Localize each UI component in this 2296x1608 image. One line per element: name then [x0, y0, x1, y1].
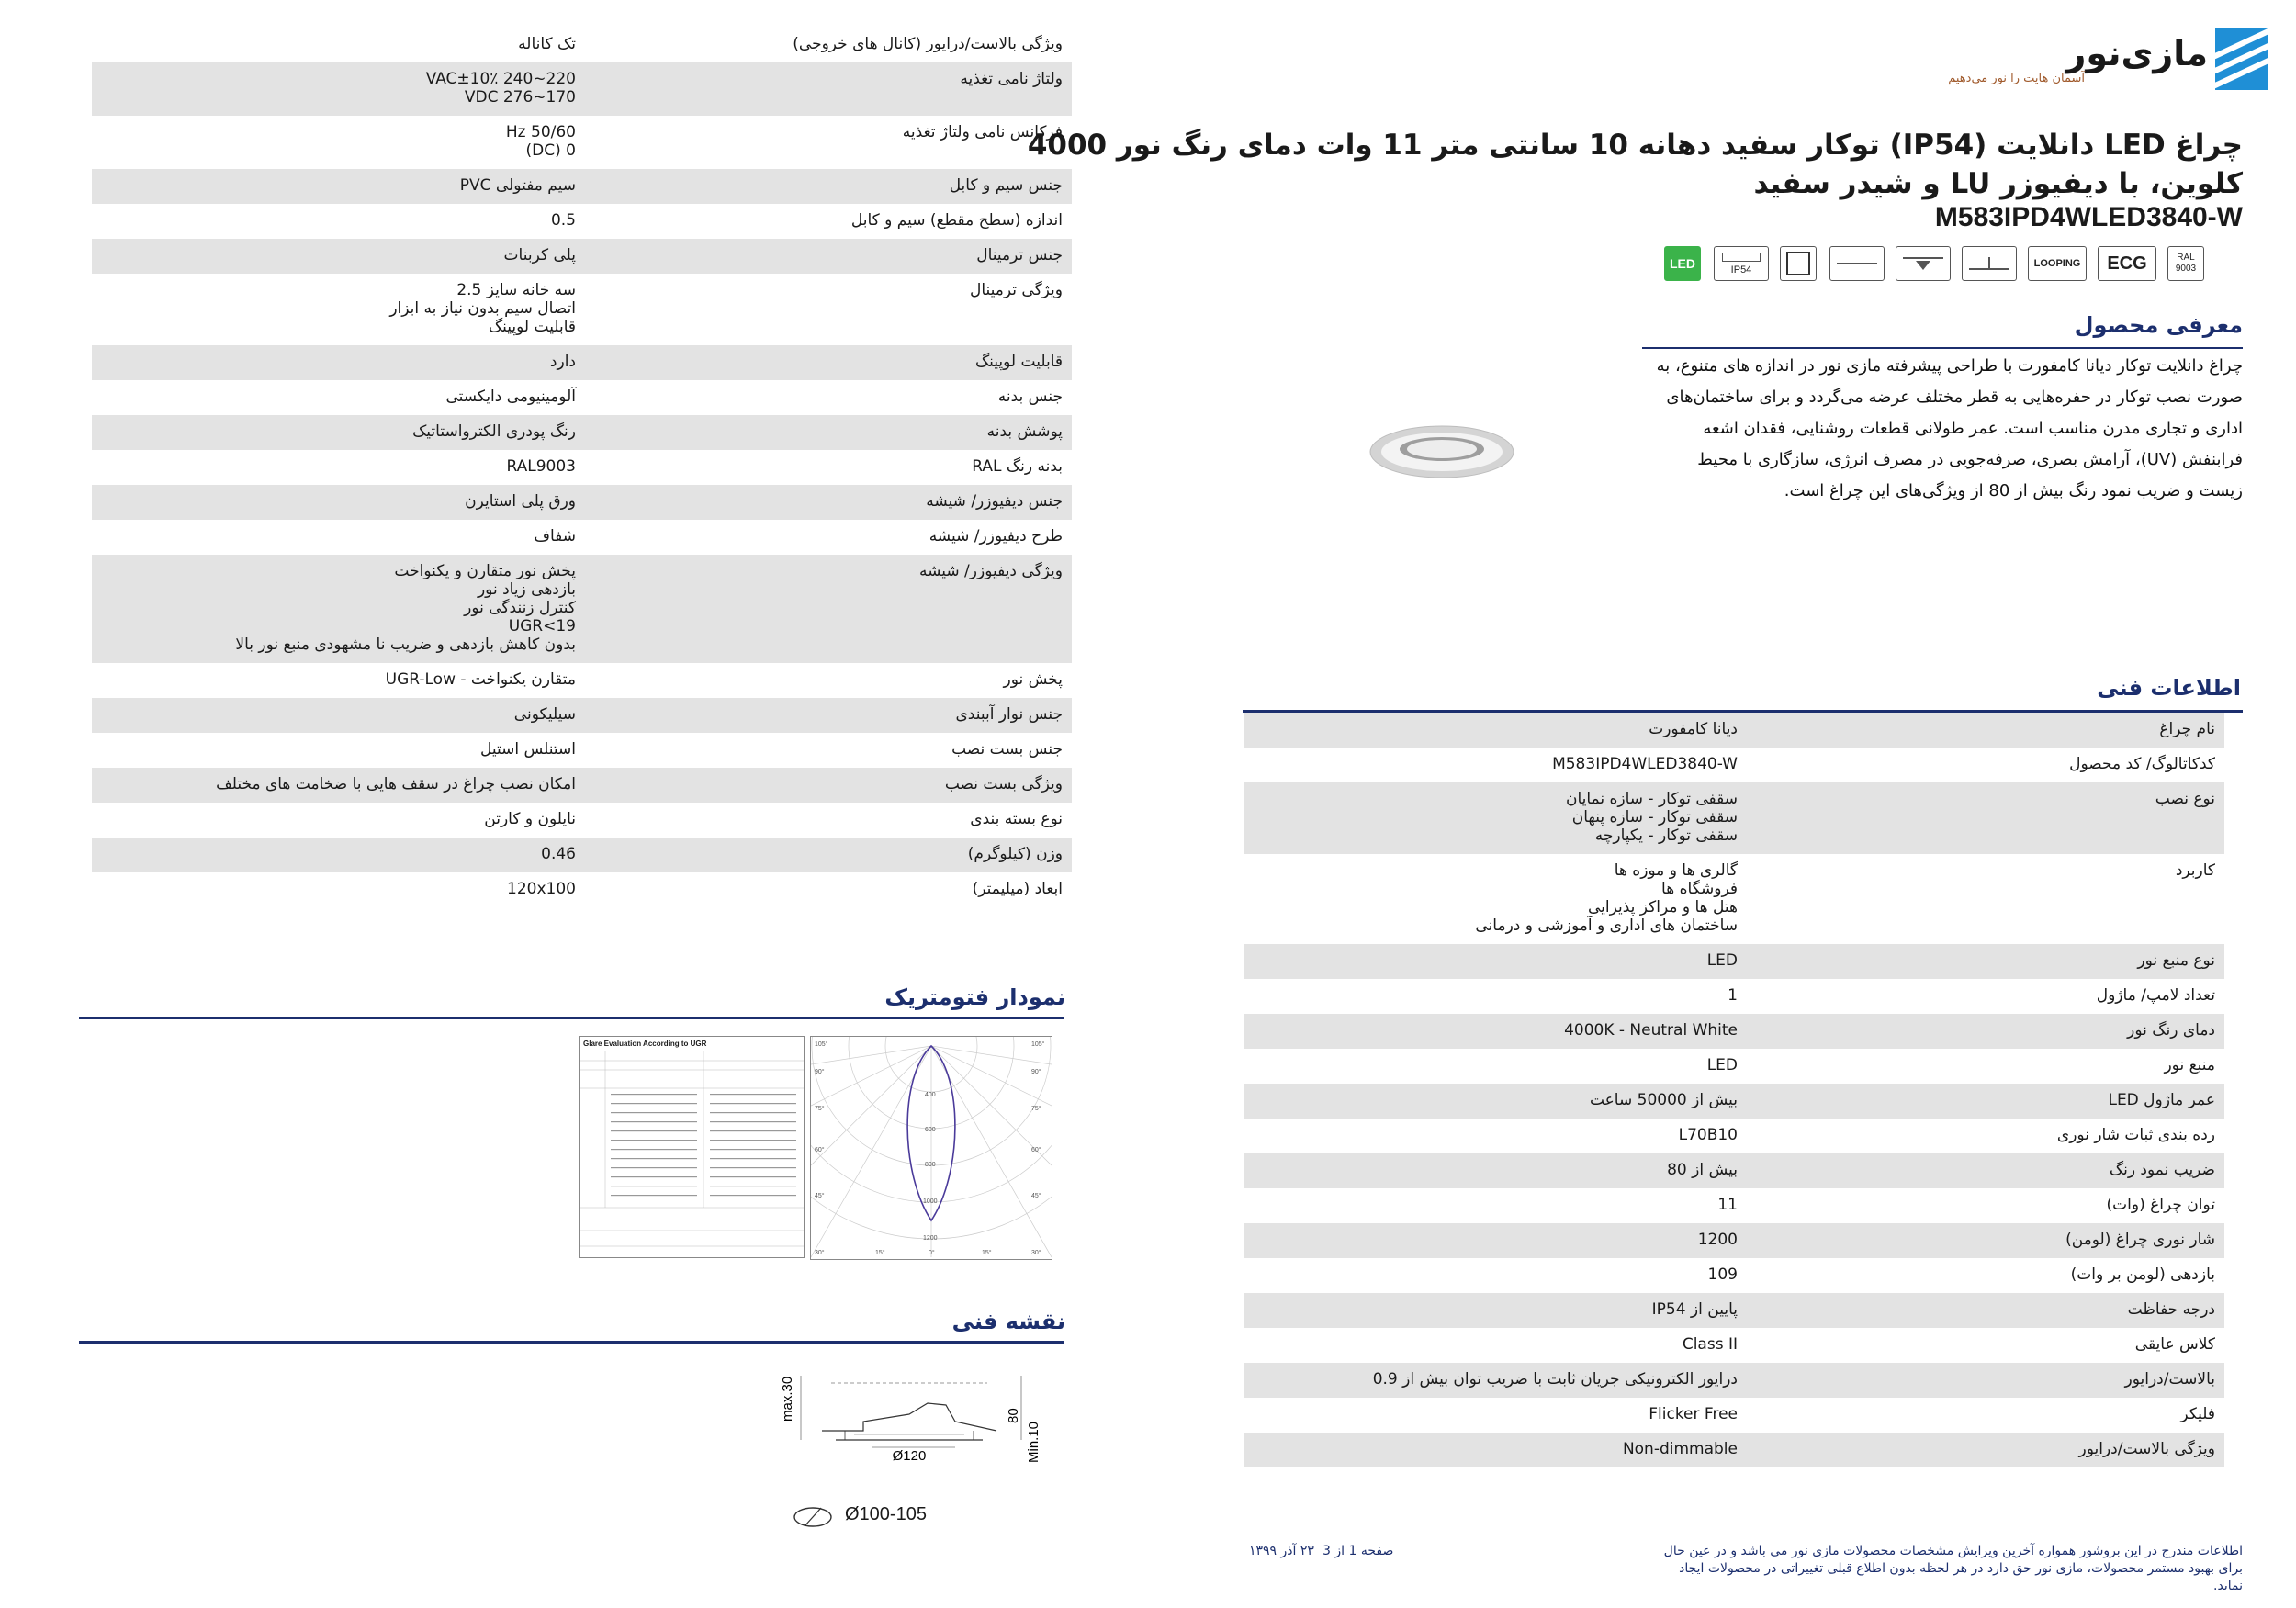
product-title-line1: چراغ LED دانلایت (IP54) توکار سفید دهانه 10 سانتی متر 11 وات دمای رنگ نور 4000: [1027, 129, 2243, 162]
spec-label: ویژگی بالاست/درایور (کانال های خروجی): [793, 35, 1063, 53]
spec-value: 1: [1728, 986, 1738, 1005]
drawing-heading: نقشه فنی: [951, 1309, 1065, 1334]
spec-row: [92, 62, 1072, 116]
spec-value: پایین از IP54: [1651, 1300, 1738, 1319]
recessed-mount-icon: [1829, 246, 1885, 281]
spec-row: [92, 733, 1072, 768]
spec-row: [1244, 782, 2224, 854]
spec-label: رده بندی ثبات شار نوری: [2056, 1126, 2215, 1144]
dim-width: Ø120: [892, 1448, 927, 1464]
polar-label-r45: 45°: [1031, 1193, 1041, 1199]
intro-rule: [1642, 347, 2243, 349]
spec-label: ویژگی بست نصب: [944, 775, 1063, 793]
spec-label: جنس بست نصب: [951, 740, 1063, 759]
polar-label-r60: 60°: [1031, 1147, 1041, 1153]
spec-row: [92, 415, 1072, 450]
polar-label-r105: 105°: [1031, 1041, 1045, 1048]
spec-label: جنس نوار آببندی: [955, 705, 1063, 724]
spec-label: درجه حفاظت: [2127, 1300, 2215, 1319]
polar-label-l45: 45°: [815, 1193, 825, 1199]
logo-brand-text: مازی‌نور: [2065, 33, 2208, 73]
spec-row: [92, 803, 1072, 838]
technical-drawing: [781, 1357, 1056, 1477]
spec-value: L70B10: [1678, 1126, 1738, 1144]
spec-label: منبع نور: [2164, 1056, 2215, 1074]
spec-label: طرح دیفیوزر/ شیشه: [929, 527, 1063, 545]
polar-label-b0: 0°: [929, 1250, 935, 1256]
spec-row: [92, 239, 1072, 274]
ral-badge-text: RAL 9003: [2175, 253, 2197, 274]
spec-label: عمر ماژول LED: [2108, 1091, 2215, 1109]
spec-value: 0.5: [550, 211, 576, 230]
spec-row: [1244, 1223, 2224, 1258]
footer-page: صفحه 1 از 3: [1322, 1544, 1394, 1558]
spec-label: ضریب نمود رنگ: [2109, 1161, 2215, 1179]
spec-value: رنگ پودری الکترواستاتیک: [412, 422, 576, 441]
led-badge: [1664, 246, 1701, 281]
spec-value: شفاف: [534, 527, 576, 545]
spec-label: کلاس عایقی: [2134, 1335, 2215, 1354]
spec-value: سقفی توکار - سازه نمایان سقفی توکار - سازه پنهان سقفی توکار - یکپارچه: [1565, 790, 1738, 845]
spec-value: 1200: [1697, 1231, 1738, 1249]
spec-value: Class II: [1682, 1335, 1738, 1354]
ecg-badge: [2098, 246, 2156, 281]
spec-row: [92, 169, 1072, 204]
spec-row: [92, 698, 1072, 733]
downlight-icon: [1896, 246, 1951, 281]
drawing-rule: [79, 1341, 1064, 1344]
spec-label: نام چراغ: [2159, 720, 2215, 738]
polar-ring-1200: 1200: [923, 1235, 938, 1242]
spec-label: دمای رنگ نور: [2127, 1021, 2215, 1040]
spec-row: [92, 768, 1072, 803]
spec-row: [92, 28, 1072, 62]
logo-tagline: آسمان هایت را نور می‌دهیم: [1948, 72, 2085, 85]
spec-row: [92, 204, 1072, 239]
looping-badge: [2028, 246, 2087, 281]
logo-mark-icon: [2215, 28, 2268, 90]
spec-row: [1244, 1119, 2224, 1153]
spec-label: بازدهی (لومن بر وات): [2070, 1265, 2215, 1284]
spec-value: Flicker Free: [1649, 1405, 1738, 1423]
photometric-rule: [79, 1017, 1064, 1019]
spec-row: [1244, 1084, 2224, 1119]
photometric-heading: نمودار فتومتریک: [884, 984, 1065, 1010]
spec-row: [92, 380, 1072, 415]
spec-label: فلیکر: [2180, 1405, 2215, 1423]
polar-label-r30: 30°: [1031, 1250, 1041, 1256]
spec-label: تعداد لامپ/ ماژول: [2096, 986, 2215, 1005]
spec-row: [92, 345, 1072, 380]
spec-row: [92, 663, 1072, 698]
dim-depth: 80: [1006, 1408, 1021, 1423]
spec-value: بیش از 80: [1667, 1161, 1738, 1179]
tech-table: [1244, 713, 2224, 1467]
polar-ring-400: 400: [925, 1092, 936, 1098]
spec-value: دارد: [549, 353, 576, 371]
spec-value: متقارن یکنواخت - UGR-Low: [385, 670, 576, 689]
looping-badge-text: LOOPING: [2033, 258, 2081, 269]
spec-row: [1244, 713, 2224, 748]
spec-value: درایور الکترونیکی جریان ثابت با ضریب توان بیش از 0.9: [1372, 1370, 1738, 1389]
brand-logo: [1948, 28, 2268, 96]
spec-row: [92, 274, 1072, 345]
spec-value: 109: [1707, 1265, 1738, 1284]
spec-row: [1244, 1328, 2224, 1363]
spec-row: [1244, 979, 2224, 1014]
polar-label-b15l: 15°: [875, 1250, 885, 1256]
spec-label: فرکانس نامی ولتاژ تغذیه: [902, 123, 1063, 141]
spec-label: بالاست/درایور: [2124, 1370, 2215, 1389]
spec-label: شار نوری چراغ (لومن): [2065, 1231, 2215, 1249]
spec-row: [92, 520, 1072, 555]
spec-value: سیم مفتولی PVC: [459, 176, 576, 195]
spec-value: 120x100: [507, 880, 576, 898]
ugr-table: [579, 1036, 805, 1258]
spec-value: 0.46: [541, 845, 576, 863]
spec-value: 50/60 Hz 0 (DC): [505, 123, 576, 160]
spec-row: [1244, 1049, 2224, 1084]
spec-value: بیش از 50000 ساعت: [1589, 1091, 1738, 1109]
spec-label: جنس دیفیوزر/ شیشه: [926, 492, 1063, 511]
spec-row: [1244, 854, 2224, 944]
spec-row: [1244, 1014, 2224, 1049]
polar-ring-1000: 1000: [923, 1198, 938, 1205]
spec-row: [1244, 1433, 2224, 1467]
specs-table: [92, 28, 1072, 907]
spec-value: دیانا کامفورت: [1649, 720, 1738, 738]
ip54-badge-text: IP54: [1730, 264, 1752, 275]
spec-value: پلی کربنات: [503, 246, 576, 264]
polar-ring-600: 600: [925, 1127, 936, 1133]
spec-value: استنلس استیل: [479, 740, 576, 759]
ceiling-mount-icon: [1962, 246, 2017, 281]
polar-label-l60: 60°: [815, 1147, 825, 1153]
spec-row: [1244, 944, 2224, 979]
product-code: M583IPD4WLED3840-W: [1934, 202, 2243, 232]
spec-row: [92, 485, 1072, 520]
dim-min: Min.10: [1026, 1421, 1041, 1463]
ip54-badge: [1714, 246, 1769, 281]
cutout-icon: [792, 1504, 834, 1530]
spec-value: 220~240 VAC±10٪ 170~276 VDC: [425, 70, 576, 107]
spec-value: نایلون و کارتن: [484, 810, 576, 828]
spec-label: جنس سیم و کابل: [949, 176, 1063, 195]
intro-text: چراغ دانلایت توکار دیانا کامفورت با طراحی پیشرفته مازی نور در اندازه های متنوع، به صورت نصب توکار در حفره‌هایی به قطر مختلف عرضه می‌گردد و برای ساختمان‌های اداری و تجاری مدرن مناسب است. عمر طولانی قطعات روشنایی، فقدان اشعه فرابنفش (UV)، آرامش بصری، صرفه‌جویی در مصرف انرژی، سازگاری با محیط زیست و ضریب نمود رنگ بیش از 80 از ویژگی‌های این چراغ است.: [1656, 356, 2243, 500]
product-photo: [1368, 424, 1515, 479]
spec-row: [1244, 1153, 2224, 1188]
spec-row: [1244, 1363, 2224, 1398]
spec-row: [92, 116, 1072, 169]
polar-label-l75: 75°: [815, 1106, 825, 1112]
spec-row: [92, 450, 1072, 485]
spec-value: تک کاناله: [518, 35, 576, 53]
spec-value: گالری ها و موزه ها فروشگاه ها هتل ها و مراکز پذیرایی ساختمان های اداری و آموزشی و درمانی: [1475, 861, 1738, 935]
spec-row: [1244, 1398, 2224, 1433]
tech-heading: اطلاعات فنی: [2097, 675, 2241, 701]
spec-label: کدکاتالوگ/ کد محصول: [2069, 755, 2215, 773]
spec-row: [1244, 1188, 2224, 1223]
spec-value: LED: [1706, 951, 1738, 970]
spec-label: ویژگی ترمینال: [970, 281, 1063, 299]
spec-label: بدنه رنگ RAL: [972, 457, 1063, 476]
polar-label-l105: 105°: [815, 1041, 828, 1048]
spec-label: پوشش بدنه: [986, 422, 1063, 441]
spec-label: ولتاژ نامی تغذیه: [960, 70, 1063, 88]
spec-label: نوع منبع نور: [2137, 951, 2215, 970]
footer-note: اطلاعات مندرج در این بروشور همواره آخرین ویرایش مشخصات محصولات مازی نور می باشد و در عین حال برای بهبود مستمر محصولات، مازی نور حق دارد در هر لحظه بدون اطلاع قبلی تغییراتی در محصولات ایجاد نماید.: [1663, 1544, 2243, 1593]
polar-label-l30: 30°: [815, 1250, 825, 1256]
spec-value: سه خانه سایز 2.5 اتصال سیم بدون نیاز به ابزار قابلیت لوپینگ: [389, 281, 576, 336]
spec-value: امکان نصب چراغ در سقف هایی با ضخامت های مختلف: [216, 775, 576, 793]
intro-heading: معرفی محصول: [2074, 312, 2243, 338]
spec-value: 4000K - Neutral White: [1564, 1021, 1738, 1040]
led-badge-text: LED: [1670, 256, 1695, 271]
polar-label-b15r: 15°: [982, 1250, 992, 1256]
spec-label: جنس ترمینال: [976, 246, 1063, 264]
cutout-size: Ø100-105: [845, 1504, 927, 1524]
polar-label-l90: 90°: [815, 1069, 825, 1075]
ugr-grid: [580, 1051, 804, 1257]
spec-label: وزن (کیلوگرم): [967, 845, 1063, 863]
spec-row: [1244, 1293, 2224, 1328]
polar-ring-800: 800: [925, 1162, 936, 1168]
spec-value: LED: [1706, 1056, 1738, 1074]
spec-label: ویژگی بالاست/درایور: [2078, 1440, 2215, 1458]
spec-value: ورق پلی استایرن: [465, 492, 576, 511]
spec-label: جنس بدنه: [997, 388, 1063, 406]
ugr-table-title: Glare Evaluation According to UGR: [580, 1037, 804, 1051]
spec-value: 11: [1717, 1196, 1738, 1214]
footer-date: ۲۳ آذر ۱۳۹۹: [1249, 1544, 1314, 1558]
spec-value: سیلیکونی: [513, 705, 576, 724]
spec-label: ویژگی دیفیوزر/ شیشه: [918, 562, 1063, 580]
spec-row: [1244, 748, 2224, 782]
polar-diagram: [810, 1036, 1052, 1260]
spec-label: ابعاد (میلیمتر): [972, 880, 1063, 898]
spec-label: قابلیت لوپینگ: [974, 353, 1063, 371]
polar-label-r90: 90°: [1031, 1069, 1041, 1075]
product-title-line2: کلوین، با دیفیوزر LU و شیدر سفید: [1753, 167, 2243, 200]
spec-row: [92, 838, 1072, 872]
spec-label: توان چراغ (وات): [2106, 1196, 2215, 1214]
spec-label: پخش نور: [1003, 670, 1063, 689]
ecg-badge-text: ECG: [2107, 253, 2147, 274]
spec-label: نوع نصب: [2155, 790, 2215, 808]
spec-value: Non-dimmable: [1622, 1440, 1738, 1458]
spec-label: اندازه (سطح مقطع) سیم و کابل: [850, 211, 1063, 230]
spec-label: کاربرد: [2175, 861, 2215, 880]
dim-height: max.30: [781, 1376, 795, 1422]
spec-value: RAL9003: [506, 457, 576, 476]
spec-value: M583IPD4WLED3840-W: [1552, 755, 1738, 773]
spec-value: آلومینیومی دایکستی: [445, 388, 576, 406]
spec-label: نوع بسته بندی: [970, 810, 1063, 828]
spec-row: [92, 872, 1072, 907]
spec-row: [92, 555, 1072, 663]
spec-row: [1244, 1258, 2224, 1293]
ral-badge: [2167, 246, 2204, 281]
class-ii-icon: [1780, 246, 1817, 281]
polar-label-r75: 75°: [1031, 1106, 1041, 1112]
spec-value: پخش نور متقارن و یکنواخت بازدهی زیاد نور کنترل زنندگی نور UGR<19 بدون کاهش بازدهی و ضریب نا مشهودی منبع نور بالا: [235, 562, 576, 654]
